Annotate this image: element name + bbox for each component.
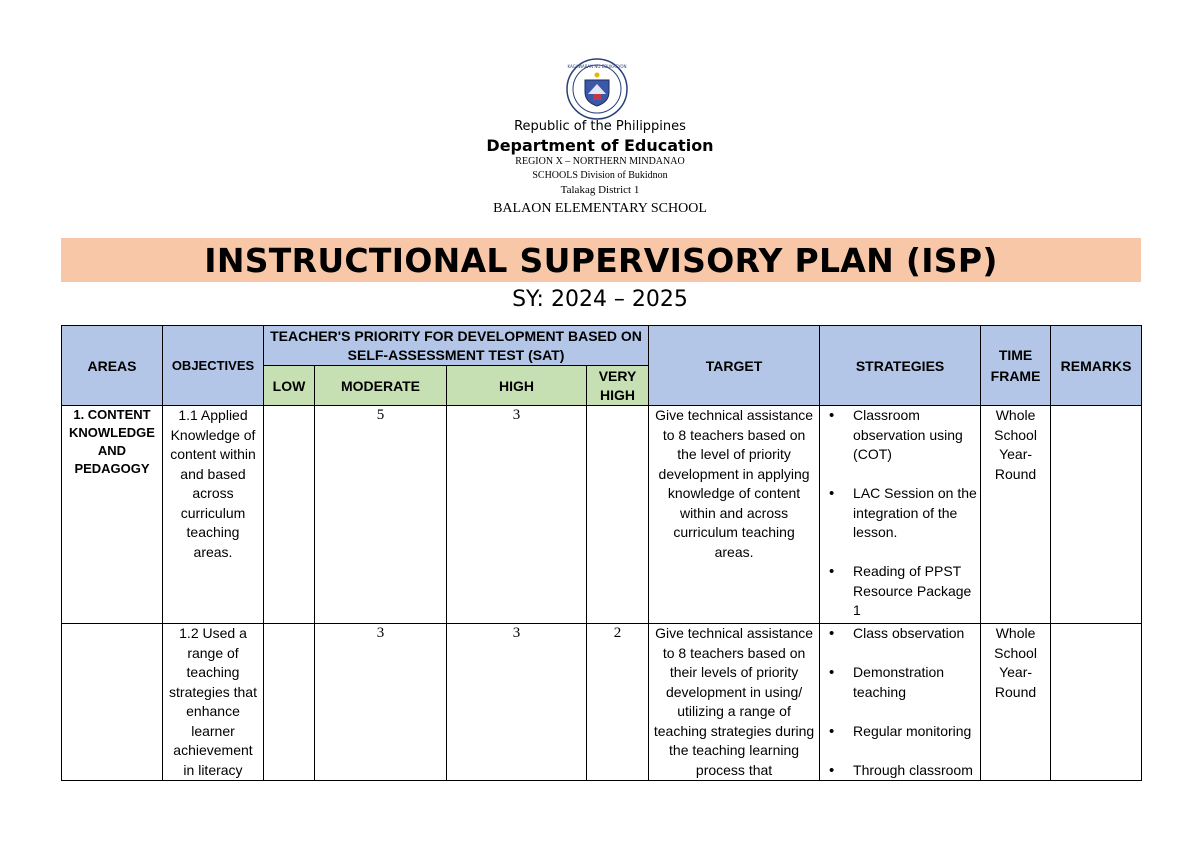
strategy-item: • Class observation bbox=[823, 624, 977, 644]
school-name: BALAON ELEMENTARY SCHOOL bbox=[493, 201, 707, 216]
moderate-cell: 3 bbox=[315, 624, 447, 781]
target-cell: Give technical assistance to 8 teachers based on the level of priority development in applying knowledge of content within and across curriculum teaching areas. bbox=[649, 406, 820, 624]
strategy-item: • Through classroom bbox=[823, 761, 977, 781]
header-moderate: MODERATE bbox=[315, 366, 447, 406]
header-areas: AREAS bbox=[62, 326, 163, 406]
strategy-item: • Demonstration teaching bbox=[823, 663, 977, 702]
header-time-frame: TIME FRAME bbox=[981, 326, 1051, 406]
region-line: REGION X – NORTHERN MINDANAO bbox=[515, 156, 685, 167]
table-row bbox=[62, 624, 1142, 781]
svg-text:KAGAWARAN NG EDUKASYON: KAGAWARAN NG EDUKASYON bbox=[567, 64, 627, 69]
area-cell bbox=[62, 624, 163, 781]
time-frame-cell: Whole School Year-Round bbox=[981, 624, 1051, 781]
department-name: Department of Education bbox=[486, 136, 714, 155]
document-title: INSTRUCTIONAL SUPERVISORY PLAN (ISP) bbox=[204, 241, 998, 280]
republic-line: Republic of the Philippines bbox=[514, 119, 686, 134]
header-high: HIGH bbox=[447, 366, 587, 406]
header-objectives: OBJECTIVES bbox=[163, 326, 264, 406]
high-cell: 3 bbox=[447, 624, 587, 781]
area-cell: 1. CONTENT KNOWLEDGE AND PEDAGOGY bbox=[62, 406, 163, 624]
strategies-cell bbox=[820, 624, 981, 781]
header-strategies: STRATEGIES bbox=[820, 326, 981, 406]
header-target: TARGET bbox=[649, 326, 820, 406]
header-very-high: VERY HIGH bbox=[587, 366, 649, 406]
low-cell bbox=[264, 624, 315, 781]
moderate-cell: 5 bbox=[315, 406, 447, 624]
header-priority: TEACHER'S PRIORITY FOR DEVELOPMENT BASED ON SELF-ASSESSMENT TEST (SAT) bbox=[264, 326, 649, 366]
header-remarks: REMARKS bbox=[1051, 326, 1142, 406]
strategy-item: • LAC Session on the integration of the lesson. bbox=[823, 484, 977, 543]
strategy-item: • Classroom observation using (COT) bbox=[823, 406, 977, 465]
title-banner bbox=[61, 238, 1141, 282]
table-row bbox=[62, 406, 1142, 624]
high-cell: 3 bbox=[447, 406, 587, 624]
strategy-item: • Reading of PPST Resource Package 1 bbox=[823, 562, 977, 621]
strategies-cell bbox=[820, 406, 981, 624]
strategy-item: • Regular monitoring bbox=[823, 722, 977, 742]
objective-cell: 1.2 Used a range of teaching strategies that enhance learner achievement in literacy bbox=[163, 624, 264, 781]
remarks-cell bbox=[1051, 406, 1142, 624]
school-year: SY: 2024 – 2025 bbox=[512, 287, 688, 312]
division-line: SCHOOLS Division of Bukidnon bbox=[532, 170, 668, 181]
very-high-cell bbox=[587, 406, 649, 624]
deped-seal-logo bbox=[566, 58, 628, 120]
remarks-cell bbox=[1051, 624, 1142, 781]
district-line: Talakag District 1 bbox=[560, 184, 640, 196]
low-cell bbox=[264, 406, 315, 624]
objective-cell: 1.1 Applied Knowledge of content within and based across curriculum teaching areas. bbox=[163, 406, 264, 624]
time-frame-cell: Whole School Year-Round bbox=[981, 406, 1051, 624]
very-high-cell: 2 bbox=[587, 624, 649, 781]
target-cell: Give technical assistance to 8 teachers based on their levels of priority development in using/ utilizing a range of teaching strategies during the teaching learning process that bbox=[649, 624, 820, 781]
strategies-list bbox=[823, 406, 977, 621]
strategies-list bbox=[823, 624, 977, 780]
isp-table bbox=[61, 325, 1142, 781]
header-low: LOW bbox=[264, 366, 315, 406]
